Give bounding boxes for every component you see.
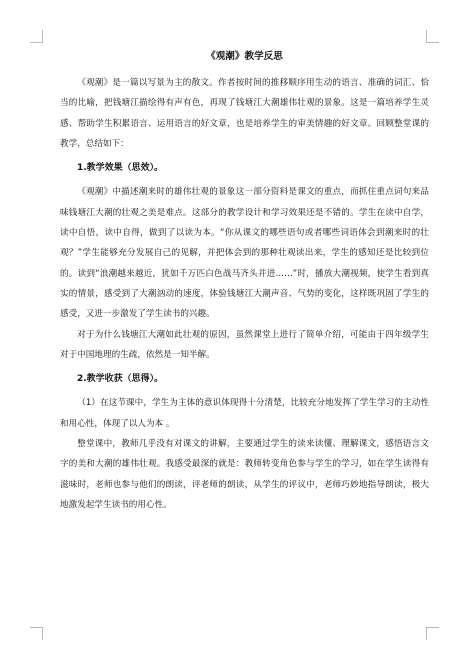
corner-mark-bottom-right xyxy=(426,627,439,640)
paragraph-effect: 《观潮》中描述潮来时的雄伟壮观的景象这一部分资料是课文的重点，而抓住重点词句来品味钱塘江大潮的壮观之美是难点。这部分的教学设计和学习效果还是不错的。学生在读中自学，读中自悟，读中自得，做到了以读为本。“你从课文的哪些语句或者哪些词语体会到潮来时的壮观？”学生能够充分发展自己的见解，并把体会到的那种壮观读出来，学生的感知还是比较到位的。读到“浪潮越来越近，犹如千万匹白色战马齐头并进……”时，播放大潮视频，使学生看到真实的情景，感受到了大潮汹动的速度，体验钱塘江大潮声音、气势的变化，这样既巩固了学生的感受，又进一步激发了学生读书的兴趣。 xyxy=(60,187,429,320)
paragraph-intro: 《观潮》是一篇以写景为主的散文。作者按时间的推移顺序用生动的语言、准确的词汇、恰当的比喻，把钱塘江描绘得有声有色，再现了钱塘江大潮雄伟壮观的景象。这是一篇培养学生灵感、帮助学生积累语言、运用语言的好文章，也是培养学生的审美情趣的好文章。回顾整堂课的教学，总结如下： xyxy=(60,78,429,149)
corner-mark-top-right xyxy=(426,30,439,43)
document-body xyxy=(60,50,429,515)
paragraph-gains-2: 整堂课中，教师几乎没有对课文的讲解，主要通过学生的读来读懂、理解课文，感悟语言文字的美和大潮的雄伟壮观。我感受最深的就是：教师转变角色参与学生的学习，如在学生读得有滋味时，老师也参与他们的朗读，评老师的朗读，从学生的评议中，老师巧妙地指导朗读，极大地激发起学生读书的用心性。 xyxy=(60,439,429,510)
paragraph-gains-1: （1）在这节课中，学生为主体的意识体现得十分清楚，比较充分地发挥了学生学习的主动性和用心性，体现了以人为本 。 xyxy=(60,398,429,429)
document-title: 《观潮》教学反思 xyxy=(206,51,283,62)
section-heading-effect: 1.教学效果（思效）。 xyxy=(77,163,164,174)
corner-mark-bottom-left xyxy=(30,627,43,640)
corner-mark-top-left xyxy=(30,30,43,43)
paragraph-reflection: 对于为什么钱塘江大潮如此壮观的原因，虽然课堂上进行了简单介绍，可能由于四年级学生对于中国地理的生疏，依然是一知半解。 xyxy=(60,329,429,360)
section-heading-gains: 2.教学收获（思得）。 xyxy=(77,374,164,385)
